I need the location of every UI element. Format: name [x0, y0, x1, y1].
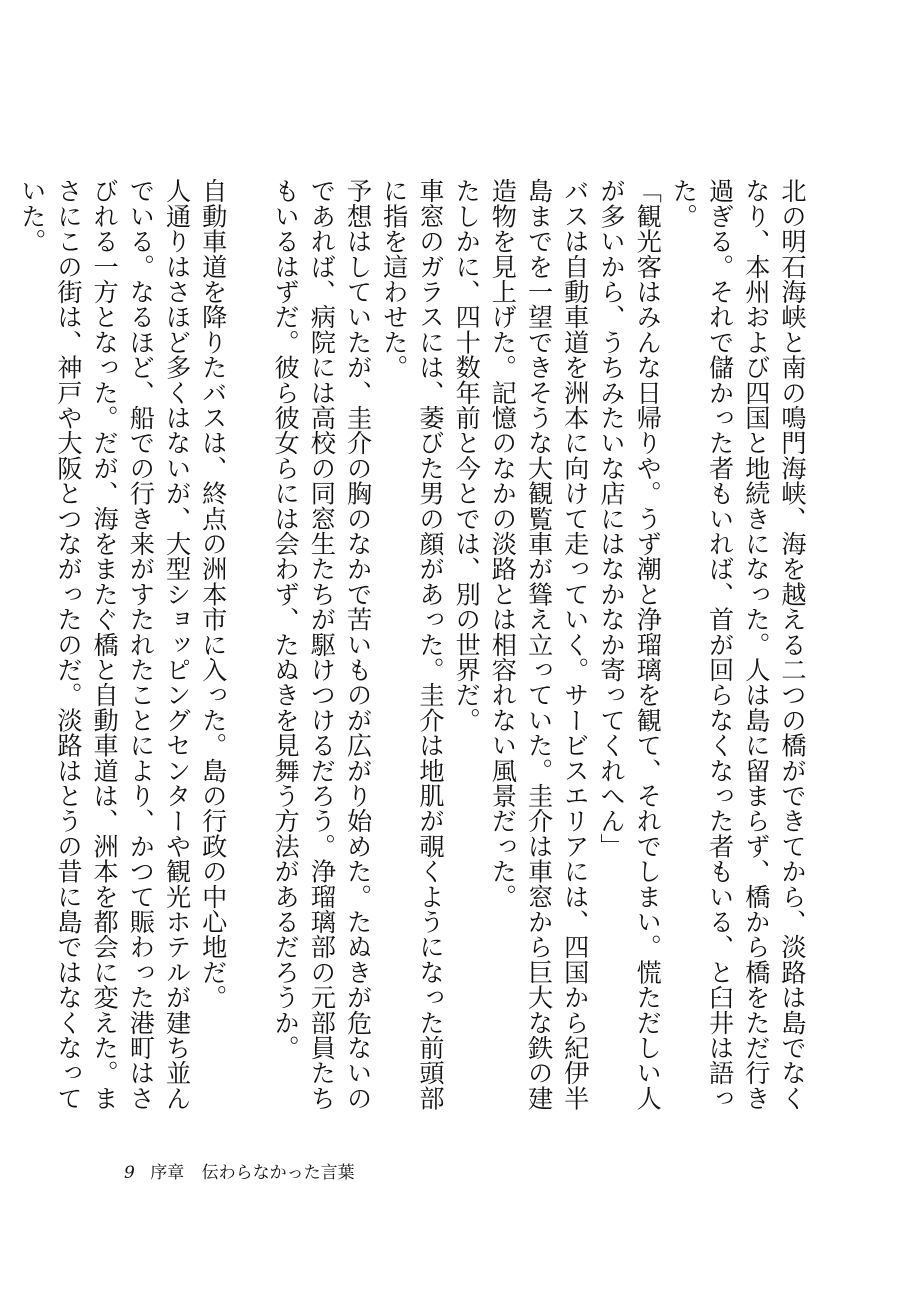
paragraph-2: 「観光客はみんな日帰りや。うず潮と浄瑠璃を観て、それでしまい。慌ただしい人が多いから、うちみたいな店にはなかなか寄ってくれへん」 — [596, 178, 663, 1111]
paragraph-5: 車窓のガラスには、萎びた男の顔があった。圭介は地肌が覗くようになった前頭部に指を這わせた。 — [379, 178, 445, 1111]
paragraph-8: 人通りはさほど多くはないが、大型ショッピングセンターや観光ホテルが建ち並んでいる。なるほど、船での行き来がすたれたことにより、かつて賑わった港町はさびれる一方となった。だが、海をまたぐ橋と自動車道は、洲本を都会に変えた。まさにこの街は、神戸や大阪とつながったのだ。淡路はとうの昔に島ではなくなっていた。 — [17, 178, 192, 1111]
vertical-body-text — [17, 178, 810, 1118]
chapter-title: 伝わらなかった言葉 — [201, 1163, 355, 1183]
paragraph-1: 北の明石海峡と南の鳴門海峡、海を越える二つの橋ができてから、淡路は島でなくなり、本州および四国と地続きになった。人は島に留まらず、橋から橋をただ行き過ぎる。それで儲かった者もいれば、首が回らなくなった者もいる、と臼井は語った。 — [669, 178, 807, 1111]
page-number: 9 — [124, 1163, 135, 1183]
paragraph-4: たしかに、四十数年前と今とでは、別の世界だ。 — [452, 178, 482, 733]
section-break — [231, 178, 267, 1118]
paragraph-3: バスは自動車道を洲本に向けて走っていく。サービスエリアには、四国から紀伊半島までを一望できそうな大観覧車が聳え立っていた。圭介は車窓から巨大な鉄の建造物を見上げた。記憶のなかの淡路とは相容れない風景だった。 — [488, 178, 590, 1111]
running-footer — [124, 1162, 355, 1184]
chapter-label: 序章 — [150, 1163, 185, 1183]
paragraph-7: 自動車道を降りたバスは、終点の洲本市に入った。島の行政の中心地だ。 — [198, 178, 228, 1010]
paragraph-6: 予想はしていたが、圭介の胸のなかで苦いものが広がり始めた。たぬきが危ないのであれば、病院には高校の同窓生たちが駆けつけるだろう。浄瑠璃部の元部員たちもいるはずだ。彼ら彼女らには会わず、たぬきを見舞う方法があるだろうか。 — [271, 178, 373, 1111]
